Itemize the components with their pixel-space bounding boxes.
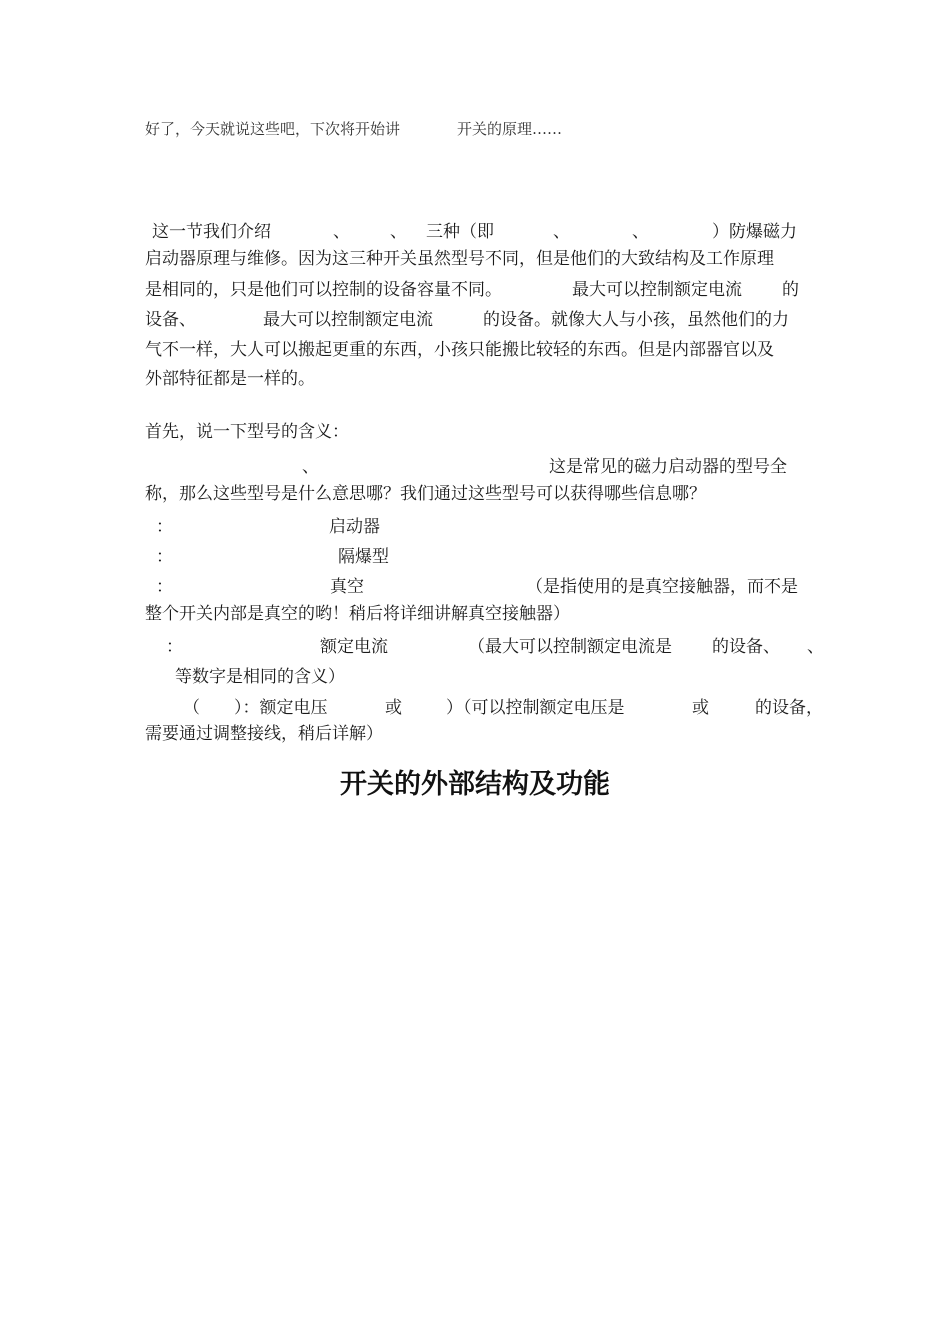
intro-text: 的 [782, 280, 799, 300]
code-meaning-explosion-proof: 隔爆型 [338, 547, 389, 567]
vacuum-note-continued: 整个开关内部是真空的哟！稍后将详细讲解真空接触器） [145, 604, 570, 624]
code-colon: ： [166, 637, 183, 657]
rated-current-note-continued: 等数字是相同的含义） [175, 667, 345, 687]
rated-voltage-or: 或 [692, 698, 709, 718]
code-meaning-rated-voltage: （ ）：额定电压 [183, 698, 328, 718]
model-lead: 首先，说一下型号的含义： [145, 422, 349, 442]
rated-current-note: （最大可以控制额定电流是 [468, 637, 672, 657]
code-colon: ： [156, 577, 173, 597]
intro-text: 设备、 [145, 310, 196, 330]
intro-text: 的设备。就像大人与小孩，虽然他们的力 [483, 310, 789, 330]
closing-remark: 好了，今天就说这些吧，下次将开始讲 [145, 120, 401, 138]
rated-voltage-note-continued: 需要通过调整接线，稍后详解） [145, 724, 383, 744]
rated-current-separator: 、 [807, 637, 824, 657]
code-meaning-starter: 启动器 [329, 517, 380, 537]
intro-separator: 、 [632, 222, 649, 242]
code-colon: ： [156, 547, 173, 567]
vacuum-note: （是指使用的是真空接触器，而不是 [526, 577, 798, 597]
intro-text: 最大可以控制额定电流 [572, 280, 742, 300]
model-separator: 、 [302, 457, 319, 477]
closing-remark-continued: 开关的原理…… [457, 120, 563, 138]
model-text: 这是常见的磁力启动器的型号全 [549, 457, 787, 477]
intro-text: 三种（即 [426, 222, 494, 242]
intro-separator: 、 [553, 222, 570, 242]
intro-text: 气不一样，大人可以搬起更重的东西，小孩只能搬比较轻的东西。但是内部器官以及 [145, 340, 774, 360]
intro-text: 是相同的，只是他们可以控制的设备容量不同。 [145, 280, 502, 300]
code-meaning-rated-current: 额定电流 [320, 637, 388, 657]
intro-text: ）防爆磁力 [712, 222, 797, 242]
model-text: 称，那么这些型号是什么意思哪？我们通过这些型号可以获得哪些信息哪？ [145, 484, 706, 504]
intro-separator: 、 [333, 222, 350, 242]
rated-current-note: 的设备、 [712, 637, 780, 657]
code-colon: ： [156, 517, 173, 537]
section-heading: 开关的外部结构及功能 [340, 769, 610, 800]
intro-text: 启动器原理与维修。因为这三种开关虽然型号不同，但是他们的大致结构及工作原理 [145, 249, 774, 269]
rated-voltage-or: 或 [385, 698, 402, 718]
intro-text: 最大可以控制额定电流 [263, 310, 433, 330]
rated-voltage-note: ）（可以控制额定电压是 [446, 698, 625, 718]
rated-voltage-note: 的设备， [755, 698, 823, 718]
intro-text: 这一节我们介绍 [152, 222, 271, 242]
intro-separator: 、 [390, 222, 407, 242]
intro-text: 外部特征都是一样的。 [145, 369, 315, 389]
code-meaning-vacuum: 真空 [330, 577, 364, 597]
